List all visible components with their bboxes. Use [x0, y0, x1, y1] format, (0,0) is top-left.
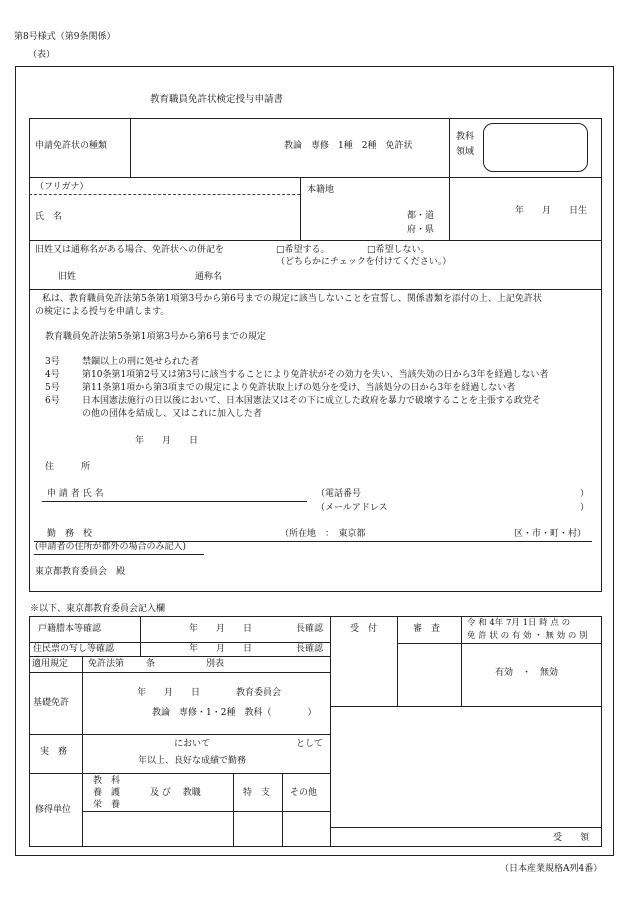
name-label: 氏 名 — [35, 212, 63, 222]
tekiyo-beppyo: 別表 — [206, 659, 225, 669]
item-number: 4号 — [45, 370, 60, 380]
validity-value[interactable]: 有効 ・ 無効 — [495, 668, 559, 678]
prefecture-b: 府・県 — [407, 225, 435, 235]
item-text: の他の団体を結成し、又はこれに加入した者 — [82, 409, 263, 419]
kiso-line-2[interactable]: 教論 専修・1・2種 教科（ ） — [152, 708, 317, 718]
prefecture-a: 都・道 — [407, 211, 435, 221]
item-number: 3号 — [45, 357, 60, 367]
kamoku-sonota: その他 — [290, 788, 318, 798]
former-name-question: 旧姓又は通称名がある場合、免許状への併記を — [35, 245, 225, 255]
jumin-label: 住民票の写し等確認 — [33, 644, 115, 654]
tekiyo-law: 免許法第 — [88, 659, 125, 669]
shinsa-label: 審 査 — [413, 624, 441, 634]
close-paren: ） — [580, 503, 590, 513]
tekiyo-label: 適用規定 — [32, 659, 69, 669]
kiso-line-1[interactable]: 年 月 日 教育委員会 — [137, 688, 282, 698]
check-instruction: （どちらかにチェックを付けてください。） — [276, 257, 452, 267]
shutoku-label: 修得単位 — [35, 805, 72, 815]
kamoku-yogo: 養 護 — [93, 788, 121, 798]
declaration-date[interactable]: 年 月 日 — [135, 436, 199, 446]
office-section-title: ※以下、東京都教育委員会記入欄 — [30, 604, 166, 614]
jitsumu-line-1b: として — [296, 739, 324, 749]
jumin-confirm: 長確認 — [296, 644, 324, 654]
declaration-line-1: 私は、教育職員免許法第5条第1項第3号から第6号までの規定に該当しないことを宣誓し、関係書類を添付の上、上記免許状 — [42, 294, 542, 304]
address-label: 住 所 — [45, 462, 91, 472]
item-text: 第10条第1項第2号又は第3号に該当することにより免許状がその効力を失い、当該失効の日から3年を経過しない者 — [82, 370, 549, 380]
email-label: （メールアドレス — [316, 503, 388, 513]
juryo-label: 受 領 — [553, 833, 590, 843]
koseki-confirm: 長確認 — [296, 624, 324, 634]
option-no[interactable]: □希望しない。 — [367, 245, 430, 255]
phone-label: （電話番号 — [316, 489, 362, 499]
birth-date[interactable]: 年 月 日生 — [515, 206, 588, 216]
kiso-label: 基礎免許 — [33, 698, 70, 708]
form-number: 第8号様式（第9条関係） — [14, 32, 116, 42]
jitsumu-line-1[interactable]: において — [174, 739, 211, 749]
kamoku-kyoka: 教 科 — [93, 776, 121, 786]
applicant-name-label: 申 請 者 氏 名 — [47, 489, 104, 499]
subject-area-input[interactable] — [483, 123, 588, 172]
close-paren: ） — [580, 489, 590, 499]
item-text: 日本国憲法施行の日以後において、日本国憲法又はその下に成立した政府を暴力で破壊することを主張する政党そ — [82, 396, 541, 406]
kamoku-eiyo: 栄 養 — [93, 800, 121, 810]
subject-label-2: 領域 — [456, 147, 475, 157]
page-title: 教育職員免許状検定授与申請書 — [150, 94, 284, 105]
validity-header-1: 令 和 4年 7月 1日 時 点 の — [467, 618, 571, 628]
validity-header-2: 免 許 状 の 有 効 ・ 無 効 の 別 — [467, 631, 588, 641]
kamoku-kyoshoku: 及 び 教職 — [150, 788, 201, 798]
tsushomei-label: 通称名 — [195, 272, 223, 282]
workplace-label: 勤 務 校 — [47, 529, 93, 539]
addressee: 東京都教育委員会 殿 — [35, 567, 126, 577]
koseki-date[interactable]: 年 月 日 — [189, 624, 253, 634]
workplace-city: 区・市・町・村） — [514, 529, 587, 539]
jitsumu-line-2[interactable]: 年以上、良好な成績で勤務 — [138, 756, 247, 766]
applicant-name-line[interactable] — [42, 501, 307, 502]
tekiyo-jo: 条 — [146, 659, 156, 669]
item-number: 6号 — [45, 396, 60, 406]
option-yes[interactable]: □希望する。 — [276, 245, 330, 255]
kamoku-tokushi: 特 支 — [243, 788, 271, 798]
item-number: 5号 — [45, 383, 60, 393]
side-label: （表） — [28, 50, 56, 60]
paper-size-note: （日本産業規格A列4番） — [500, 864, 603, 874]
declaration-line-2: の検定による授与を申請します。 — [35, 307, 170, 317]
workplace-location: （所在地 ： 東京都 — [280, 529, 366, 539]
furigana-label: （フリガナ） — [35, 182, 89, 192]
outside-note: (申請者の住所が都外の場合のみ記入) — [35, 542, 187, 552]
jitsumu-label: 実 務 — [40, 747, 68, 757]
law-heading: 教育職員免許法第5条第1項第3号から第6号までの規定 — [45, 332, 266, 342]
item-text: 第11条第1項から第3項までの規定により免許状取上げの処分を受け、当該処分の日から3年を経過しない者 — [82, 383, 516, 393]
koseki-label: 戸籍謄本等確認 — [38, 624, 102, 634]
license-type-label: 申請免許状の種類 — [35, 141, 108, 151]
license-type-value[interactable]: 教論 専修 1種 2種 免許状 — [284, 141, 413, 151]
jumin-date[interactable]: 年 月 日 — [189, 644, 253, 654]
uketsuke-label: 受 付 — [350, 624, 378, 634]
honseki-label: 本籍地 — [307, 185, 335, 195]
subject-label-1: 教科 — [456, 132, 475, 142]
item-text: 禁錮以上の刑に処せられた者 — [82, 357, 200, 367]
kyusei-label: 旧姓 — [58, 272, 77, 282]
